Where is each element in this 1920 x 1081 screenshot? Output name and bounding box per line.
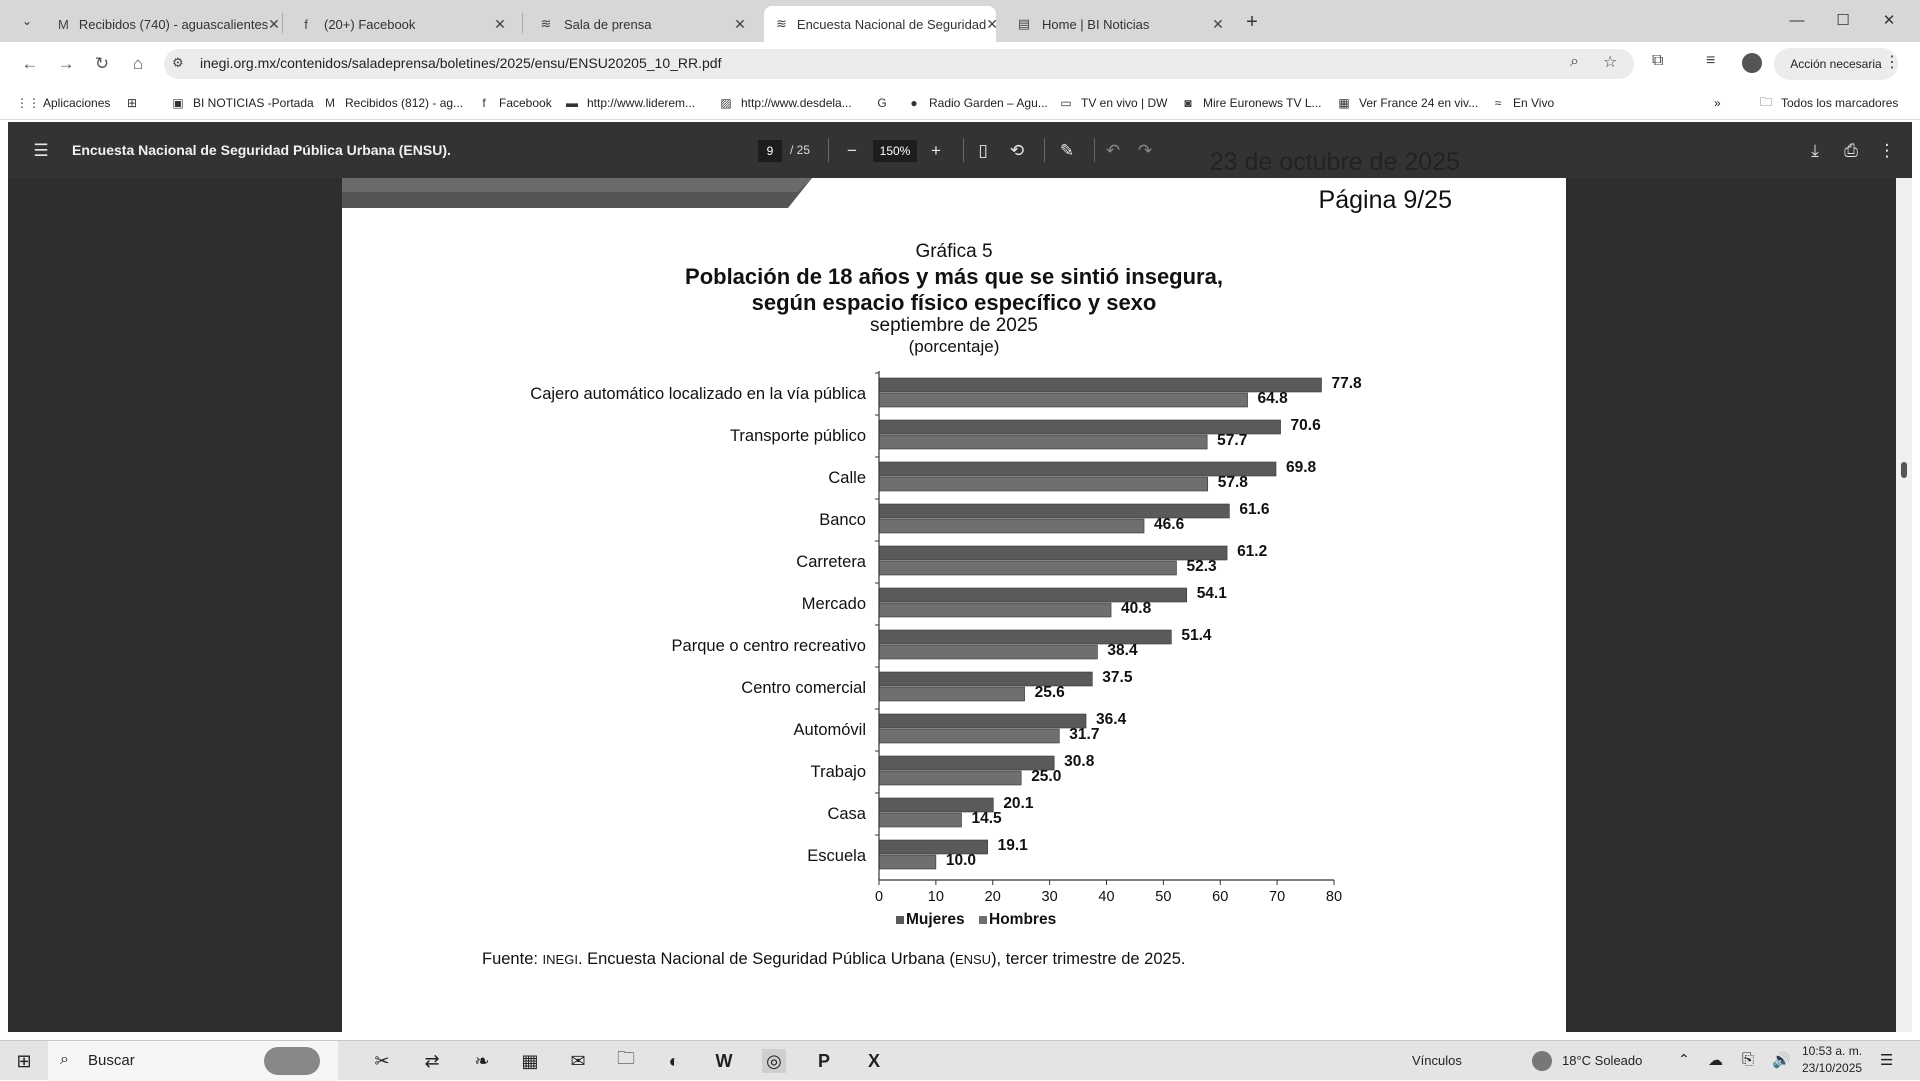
redo-icon: ↷	[1137, 141, 1153, 160]
tab-title: Home | BI Noticias	[1042, 16, 1150, 32]
chart-title-line1: Población de 18 años y más que se sintió insegura,	[685, 264, 1223, 289]
grid-icon: ⊞	[126, 96, 138, 110]
taskbar-search-text: Buscar	[88, 1052, 135, 1069]
folder-icon: 🗀	[1759, 94, 1772, 109]
app-chrome-icon[interactable]: ◎	[762, 1049, 786, 1073]
x-tick-label: 30	[1041, 889, 1058, 905]
tab-title: Sala de prensa	[564, 16, 652, 32]
bookmark-label: http://www.desdela...	[741, 96, 852, 110]
taskbar-links-label[interactable]: Vínculos	[1412, 1053, 1462, 1068]
link-icon: ▬	[566, 96, 578, 110]
new-tab-button[interactable]: +	[1246, 10, 1258, 33]
category-label: Transporte público	[729, 427, 866, 445]
euronews-icon: ◙	[1184, 96, 1192, 110]
search-icon: ⌕	[60, 1051, 69, 1068]
france24-icon: ▦	[1338, 96, 1350, 110]
value-label-hombres: 31.7	[1069, 726, 1100, 743]
x-tick-label: 60	[1212, 889, 1229, 905]
value-label-mujeres: 19.1	[997, 837, 1028, 854]
value-label-hombres: 57.7	[1217, 432, 1248, 449]
app-news-icon[interactable]: ▦	[521, 1050, 539, 1071]
weather-text[interactable]: 18°C Soleado	[1562, 1053, 1643, 1068]
media-control-icon[interactable]: ≡	[1706, 52, 1716, 69]
value-label-mujeres: 69.8	[1285, 459, 1317, 476]
category-label: Mercado	[801, 595, 866, 613]
close-tab-icon[interactable]: ✕	[494, 15, 506, 32]
value-label-hombres: 64.8	[1257, 390, 1288, 407]
menu-kebab-icon: ⋮	[1878, 141, 1896, 160]
download-icon: ⤓	[1811, 141, 1819, 160]
chart-unit: (porcentaje)	[908, 337, 1000, 356]
facebook-icon: f	[482, 96, 486, 110]
inegi-icon: ≋	[540, 16, 552, 31]
close-tab-icon[interactable]: ✕	[1212, 15, 1224, 32]
bar-mujeres	[879, 714, 1086, 728]
close-tab-icon[interactable]: ✕	[986, 15, 998, 32]
x-tick-label: 80	[1325, 889, 1343, 905]
bar-hombres	[879, 729, 1059, 743]
page-total: / 25	[790, 143, 811, 157]
bar-mujeres	[879, 378, 1321, 392]
search-highlight-image	[264, 1047, 320, 1075]
tab-title: Encuesta Nacional de Seguridad	[796, 16, 987, 32]
bookmark-label: En Vivo	[1513, 96, 1555, 110]
windows-start-button[interactable]	[12, 1049, 36, 1073]
legend-label-mujeres: Mujeres	[906, 911, 965, 928]
legend-swatch-mujeres	[896, 916, 904, 924]
extensions-icon[interactable]: ⧉	[1652, 52, 1664, 69]
bookmark-page-icon: ▣	[172, 96, 184, 110]
bookmark-label: Recibidos (812) - ag...	[345, 96, 464, 110]
live-icon: ≈	[1494, 96, 1502, 110]
bookmark-label: http://www.liderem...	[587, 96, 696, 110]
value-label-hombres: 25.0	[1031, 768, 1062, 785]
bar-hombres	[879, 435, 1207, 449]
bookmark-label: Aplicaciones	[43, 96, 111, 110]
tv-icon: ▭	[1060, 96, 1072, 110]
category-label: Calle	[828, 469, 866, 487]
bookmark-label: BI NOTICIAS -Portada	[193, 96, 314, 110]
chart-subtitle: septiembre de 2025	[870, 315, 1038, 336]
tab-title: Recibidos (740) - aguascalientes	[78, 16, 269, 32]
onedrive-icon[interactable]: ☁	[1708, 1052, 1723, 1069]
reload-icon: ↻	[94, 54, 110, 73]
value-label-hombres: 52.3	[1186, 558, 1217, 575]
chevron-double-right-icon: »	[1714, 96, 1721, 110]
minus-icon: −	[847, 141, 857, 160]
windows-taskbar	[0, 1040, 1920, 1080]
radio-icon: ●	[910, 96, 918, 110]
tab-title: (20+) Facebook	[324, 16, 416, 32]
bar-hombres	[879, 519, 1144, 533]
x-tick-label: 10	[927, 889, 944, 905]
page-label: Página 9/25	[1318, 186, 1452, 214]
value-label-hombres: 57.8	[1217, 474, 1248, 491]
app-excel-icon[interactable]: X	[867, 1050, 880, 1071]
google-icon: G	[877, 96, 887, 110]
category-label: Centro comercial	[741, 679, 866, 697]
value-label-mujeres: 70.6	[1290, 417, 1321, 434]
category-label: Cajero automático localizado en la vía pública	[530, 385, 866, 403]
zoom-icon[interactable]: ⌕	[1570, 53, 1579, 70]
x-tick-label: 20	[984, 889, 1001, 905]
profile-action-button[interactable]: Acción necesaria	[1774, 48, 1898, 80]
x-tick-label: 70	[1269, 889, 1286, 905]
value-label-mujeres: 61.6	[1239, 501, 1270, 518]
taskbar-search-box[interactable]	[48, 1041, 338, 1081]
bookmark-page-icon: ▨	[720, 96, 732, 110]
facebook-icon: f	[304, 16, 308, 32]
bar-hombres	[879, 645, 1097, 659]
value-label-hombres: 46.6	[1154, 516, 1185, 533]
chart-source-note: Fuente: INEGI. Encuesta Nacional de Seguridad Pública Urbana (ENSU), tercer trimestre de 2025.	[482, 950, 1186, 968]
bar-hombres	[879, 771, 1021, 785]
weather-sun-icon	[1532, 1051, 1552, 1071]
inegi-icon: ≋	[776, 16, 787, 31]
maximize-icon: ☐	[1836, 12, 1850, 29]
page-number-input[interactable]: 9	[758, 140, 782, 162]
close-tab-icon[interactable]: ✕	[268, 15, 280, 32]
rotate-icon: ⟲	[1009, 141, 1025, 160]
category-label: Casa	[827, 805, 866, 823]
chart-label: Gráfica 5	[915, 241, 993, 262]
value-label-mujeres: 61.2	[1237, 543, 1268, 560]
value-label-mujeres: 36.4	[1096, 711, 1127, 728]
print-icon: ⎙	[1844, 141, 1858, 160]
all-bookmarks-label: Todos los marcadores	[1781, 96, 1899, 110]
category-label: Carretera	[796, 553, 866, 571]
category-label: Parque o centro recreativo	[671, 637, 866, 655]
category-label: Escuela	[807, 847, 866, 865]
gmail-icon: M	[325, 96, 335, 110]
apps-icon: ⋮⋮	[16, 96, 40, 110]
value-label-mujeres: 30.8	[1064, 753, 1095, 770]
bar-hombres	[879, 393, 1248, 407]
bar-mujeres	[879, 756, 1054, 770]
fit-page-icon: ▯	[978, 141, 988, 160]
value-label-hombres: 10.0	[945, 852, 977, 869]
bar-hombres	[879, 813, 961, 827]
bar-hombres	[879, 561, 1176, 575]
chart-title-line2: según espacio físico específico y sexo	[751, 290, 1157, 315]
value-label-hombres: 40.8	[1121, 600, 1152, 617]
value-label-mujeres: 37.5	[1102, 669, 1133, 686]
plus-icon: +	[931, 141, 941, 160]
close-icon: ✕	[1882, 12, 1896, 29]
undo-icon: ↶	[1105, 141, 1121, 160]
gmail-icon: M	[58, 16, 69, 32]
value-label-mujeres: 51.4	[1181, 627, 1212, 644]
bookmark-star-icon[interactable]: ☆	[1603, 54, 1618, 71]
value-label-mujeres: 77.8	[1331, 375, 1362, 392]
bar-hombres	[879, 477, 1208, 491]
arrow-right-icon: →	[57, 54, 75, 73]
close-tab-icon[interactable]: ✕	[734, 15, 746, 32]
network-icon[interactable]: ⎘	[1742, 1051, 1755, 1068]
notifications-icon[interactable]: ☰	[1880, 1052, 1894, 1069]
x-tick-label: 50	[1155, 889, 1172, 905]
hamburger-icon: ☰	[33, 141, 49, 160]
app-powerpoint-icon[interactable]: P	[817, 1050, 830, 1071]
home-icon: ⌂	[132, 54, 144, 73]
clock-date[interactable]: 23/10/2025	[1802, 1061, 1863, 1075]
bar-mujeres	[879, 462, 1276, 476]
bar-hombres	[879, 687, 1025, 701]
bar-hombres	[879, 603, 1111, 617]
pdf-scrollbar[interactable]	[1896, 178, 1912, 1032]
app-snip-icon[interactable]: ✂	[374, 1050, 390, 1071]
app-word-icon[interactable]: W	[715, 1050, 733, 1071]
app-teamviewer-icon[interactable]: ⇄	[424, 1050, 440, 1071]
tray-chevron-up-icon[interactable]: ⌃	[1678, 1051, 1690, 1067]
pen-icon: ✎	[1059, 141, 1075, 160]
chevron-down-icon: ⌄	[21, 14, 33, 28]
pdf-document-title: Encuesta Nacional de Seguridad Pública Urbana (ENSU).	[72, 142, 451, 158]
app-file-explorer-icon[interactable]: 🗀	[617, 1048, 635, 1068]
bar-mujeres	[879, 546, 1227, 560]
site-info-icon[interactable]: ⚙	[172, 55, 184, 70]
arrow-left-icon: ←	[21, 54, 39, 73]
legend-label-hombres: Hombres	[989, 911, 1057, 928]
value-label-hombres: 25.6	[1034, 684, 1065, 701]
bookmark-label: Ver France 24 en viv...	[1359, 96, 1479, 110]
value-label-mujeres: 54.1	[1196, 585, 1227, 602]
legend-swatch-hombres	[979, 916, 987, 924]
bookmark-label: Radio Garden – Agu...	[929, 96, 1048, 110]
minimize-icon: —	[1789, 11, 1805, 29]
x-tick-label: 0	[874, 889, 884, 905]
bar-hombres	[879, 855, 936, 869]
category-label: Automóvil	[793, 721, 866, 739]
page-icon: ▤	[1017, 16, 1031, 31]
x-tick-label: 40	[1098, 889, 1115, 905]
zoom-level-input[interactable]: 150%	[873, 140, 917, 162]
menu-kebab-icon[interactable]: ⋮	[1884, 54, 1900, 71]
bookmark-label: TV en vivo | DW	[1081, 96, 1168, 110]
value-label-hombres: 38.4	[1107, 642, 1138, 659]
category-label: Banco	[819, 511, 866, 529]
bookmark-label: Facebook	[499, 96, 552, 110]
value-label-mujeres: 20.1	[1003, 795, 1034, 812]
windows-logo-icon: ⊞	[16, 1050, 32, 1071]
category-label: Trabajo	[810, 763, 866, 781]
app-feather-icon[interactable]: ❧	[474, 1050, 490, 1071]
pdf-scrollbar-thumb[interactable]	[1901, 462, 1907, 478]
bookmark-label: Mire Euronews TV L...	[1203, 96, 1322, 110]
volume-icon[interactable]: 🔊	[1772, 1052, 1791, 1069]
url-text[interactable]: inegi.org.mx/contenidos/saladeprensa/boletines/2025/ensu/ENSU20205_10_RR.pdf	[200, 55, 722, 71]
app-outlook-icon[interactable]: ✉	[570, 1050, 586, 1071]
value-label-hombres: 14.5	[971, 810, 1002, 827]
document-date: 23 de octubre de 2025	[1209, 148, 1460, 176]
app-edge-icon[interactable]: ◐	[668, 1050, 680, 1071]
clock-time[interactable]: 10:53 a. m.	[1802, 1044, 1863, 1058]
